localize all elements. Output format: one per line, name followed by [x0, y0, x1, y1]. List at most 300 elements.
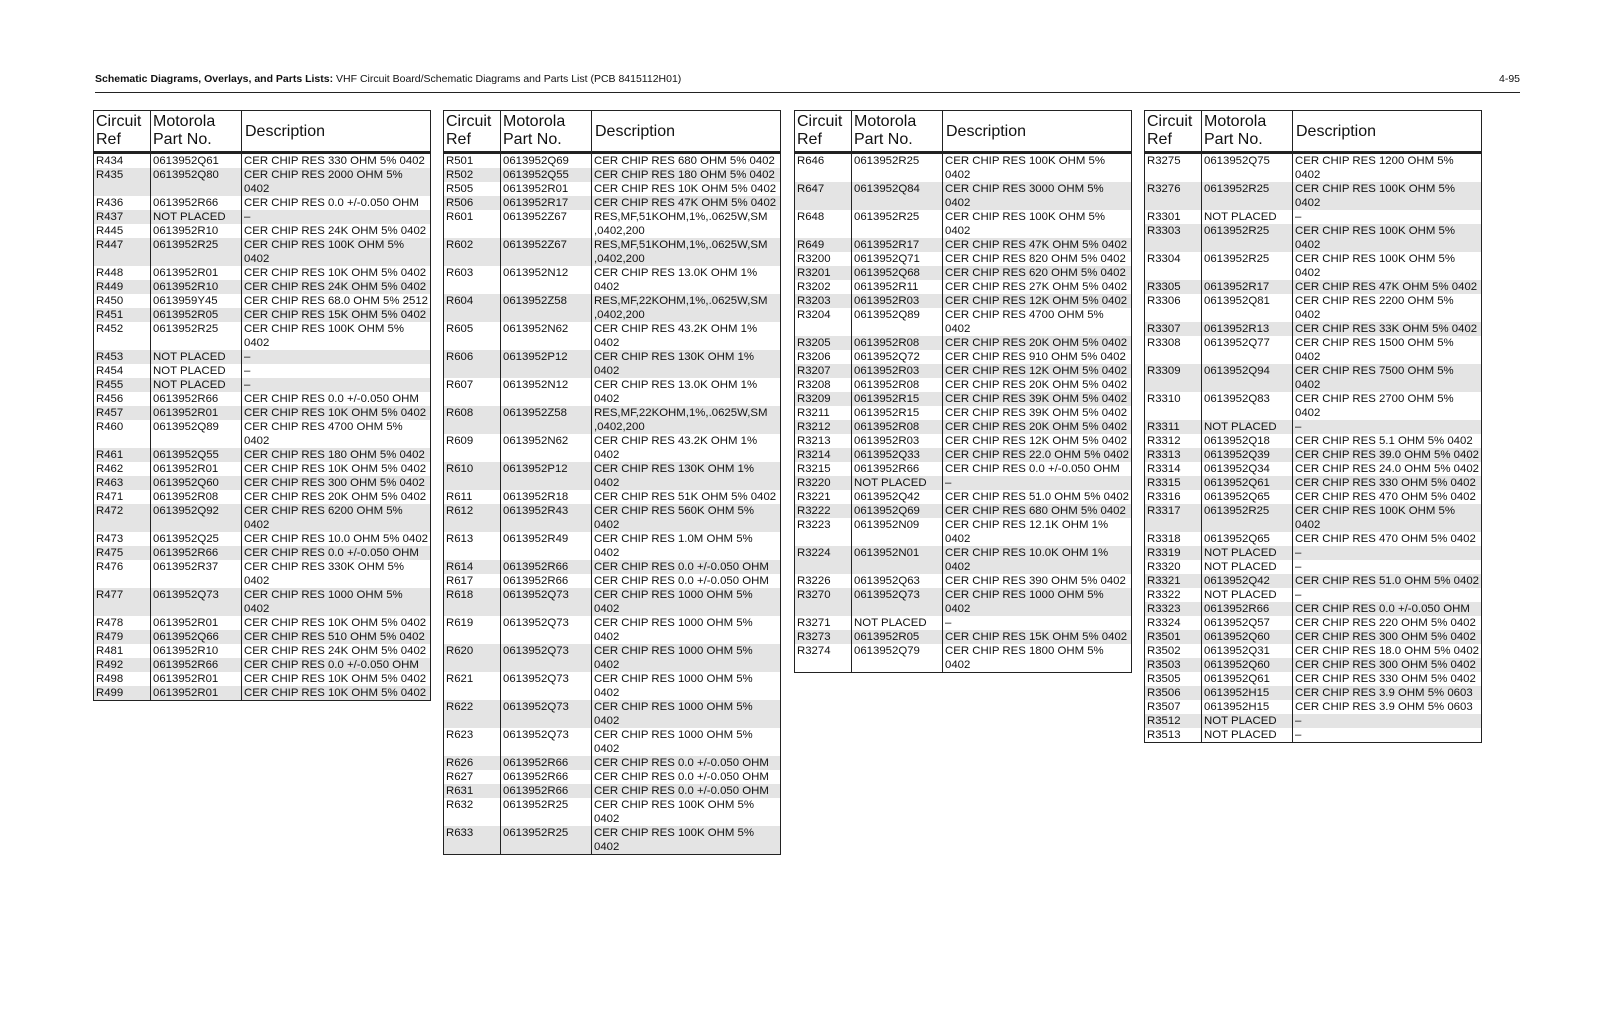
part-description: RES,MF,22KOHM,1%,.0625W,SM ,0402,200: [592, 294, 781, 322]
part-ref: R3215: [797, 463, 831, 475]
table-row: [1145, 434, 1482, 448]
part-ref: R3223: [797, 519, 831, 531]
part-ref: R501: [446, 155, 474, 167]
part-number: 0613952Q89: [852, 308, 943, 336]
part-number: 0613952Q18: [1202, 434, 1293, 448]
table-row: [795, 336, 1132, 350]
part-number: 0613952P12: [501, 462, 592, 490]
table-row: [444, 616, 781, 644]
table-row: [444, 196, 781, 210]
part-number: 0613952R66: [501, 784, 592, 798]
part-ref: R456: [96, 393, 124, 405]
part-number: 0613952R01: [151, 406, 242, 420]
part-number: 0613952Q39: [1202, 448, 1293, 462]
part-ref: R448: [96, 267, 124, 279]
part-number: 0613952Q68: [852, 266, 943, 280]
part-description: CER CHIP RES 330 OHM 5% 0402: [242, 153, 431, 169]
part-ref: R451: [94, 308, 151, 322]
part-description: CER CHIP RES 1000 OHM 5% 0402: [943, 588, 1132, 616]
table-row: [444, 490, 781, 504]
table-row: [444, 770, 781, 784]
column-header-line: Part No.: [503, 131, 562, 148]
part-ref: R460: [96, 421, 124, 433]
part-description: CER CHIP RES 1500 OHM 5% 0402: [1293, 336, 1482, 364]
part-number: 0613952R25: [501, 798, 592, 826]
table-row: [795, 238, 1132, 252]
part-number: 0613952R05: [151, 308, 242, 322]
part-ref: R3320: [1147, 561, 1181, 573]
table-row: [444, 434, 781, 462]
table-row: [795, 406, 1132, 420]
part-number: 0613952N62: [501, 434, 592, 462]
part-description: CER CHIP RES 27K OHM 5% 0402: [943, 280, 1132, 294]
table-row: [795, 252, 1132, 266]
part-description: CER CHIP RES 390 OHM 5% 0402: [943, 574, 1132, 588]
part-description: CER CHIP RES 3000 OHM 5% 0402: [943, 182, 1132, 210]
part-ref: R3312: [1147, 435, 1181, 447]
parts-table: [1144, 110, 1482, 743]
part-description: CER CHIP RES 0.0 +/-0.050 OHM: [242, 392, 431, 406]
table-row: [94, 448, 431, 462]
table-row: [1145, 294, 1482, 322]
part-description: CER CHIP RES 100K OHM 5% 0402: [592, 798, 781, 826]
part-description: CER CHIP RES 0.0 +/-0.050 OHM: [1293, 602, 1482, 616]
part-ref: R449: [94, 280, 151, 294]
part-description: CER CHIP RES 470 OHM 5% 0402: [1293, 490, 1482, 504]
part-number: 0613952R10: [151, 280, 242, 294]
table-row: [795, 350, 1132, 364]
part-number: NOT PLACED: [151, 378, 242, 392]
part-ref: R3206: [797, 351, 831, 363]
part-ref: R3310: [1147, 393, 1181, 405]
part-description: –: [242, 350, 431, 364]
table-row: [94, 420, 431, 448]
part-number: 0613952R11: [852, 280, 943, 294]
column-header-description: Description: [592, 111, 781, 153]
part-number: 0613952Q73: [501, 700, 592, 728]
part-description: CER CHIP RES 43.2K OHM 1% 0402: [592, 322, 781, 350]
part-ref: R3512: [1145, 714, 1202, 728]
part-ref: R461: [94, 448, 151, 462]
part-ref: R435: [94, 168, 151, 196]
part-ref: R3309: [1145, 364, 1202, 392]
part-description: CER CHIP RES 4700 OHM 5% 0402: [943, 308, 1132, 336]
part-number: 0613952R15: [852, 392, 943, 406]
part-description: CER CHIP RES 0.0 +/-0.050 OHM: [242, 196, 431, 210]
table-row: [1145, 224, 1482, 252]
part-description: CER CHIP RES 1000 OHM 5% 0402: [592, 700, 781, 728]
part-ref: R3503: [1145, 658, 1202, 672]
part-number: 0613952Q73: [501, 588, 592, 616]
table-row: [795, 490, 1132, 504]
part-ref: R457: [94, 406, 151, 420]
table-row: [795, 462, 1132, 476]
part-number: 0613952Q73: [501, 672, 592, 700]
column-header-part-no: [852, 111, 943, 153]
table-row: [1145, 532, 1482, 546]
part-description: CER CHIP RES 15K OHM 5% 0402: [943, 630, 1132, 644]
part-ref: R499: [94, 686, 151, 701]
column-header-line: Motorola: [1204, 113, 1267, 130]
part-ref: R505: [446, 183, 474, 195]
part-number: 0613952Q92: [151, 504, 242, 532]
part-ref: R3207: [795, 364, 852, 378]
part-description: CER CHIP RES 20K OHM 5% 0402: [943, 336, 1132, 350]
part-number: 0613952Q73: [151, 588, 242, 616]
table-row: [795, 546, 1132, 574]
part-ref: R633: [444, 826, 501, 855]
table-row: [795, 616, 1132, 630]
part-number: 0613952Q94: [1202, 364, 1293, 392]
part-number: 0613952Q69: [501, 153, 592, 169]
table-row: [444, 378, 781, 406]
table-row: [94, 658, 431, 672]
part-number: NOT PLACED: [1202, 714, 1293, 728]
part-description: CER CHIP RES 1000 OHM 5% 0402: [592, 588, 781, 616]
part-description: CER CHIP RES 100K OHM 5% 0402: [1293, 252, 1482, 280]
part-description: CER CHIP RES 13.0K OHM 1% 0402: [592, 378, 781, 406]
part-ref: R602: [444, 238, 501, 266]
table-row: [1145, 658, 1482, 672]
part-description: CER CHIP RES 12K OHM 5% 0402: [943, 294, 1132, 308]
part-ref: R3212: [795, 420, 852, 434]
part-number: 0613952R25: [1202, 252, 1293, 280]
part-number: 0613952Q79: [852, 644, 943, 673]
part-ref: R477: [94, 588, 151, 616]
table-row: [1145, 546, 1482, 560]
part-number: 0613952R66: [501, 560, 592, 574]
part-description: CER CHIP RES 51.0 OHM 5% 0402: [943, 490, 1132, 504]
table-row: [94, 546, 431, 560]
table-row: [94, 280, 431, 294]
part-ref: R3305: [1145, 280, 1202, 294]
table-row: [94, 392, 431, 406]
part-number: 0613952R66: [501, 574, 592, 588]
part-number: 0613952Q65: [1202, 490, 1293, 504]
part-ref: R475: [94, 546, 151, 560]
part-number: NOT PLACED: [151, 364, 242, 378]
part-description: CER CHIP RES 0.0 +/-0.050 OHM: [592, 756, 781, 770]
part-description: CER CHIP RES 12.1K OHM 1% 0402: [943, 518, 1132, 546]
part-description: –: [943, 616, 1132, 630]
part-description: CER CHIP RES 1.0M OHM 5% 0402: [592, 532, 781, 560]
part-number: 0613952Q75: [1202, 153, 1293, 183]
part-description: CER CHIP RES 2700 OHM 5% 0402: [1293, 392, 1482, 420]
table-row: [444, 504, 781, 532]
table-row: [795, 182, 1132, 210]
table-row: [444, 350, 781, 378]
part-number: 0613952H15: [1202, 700, 1293, 714]
part-ref: R620: [444, 644, 501, 672]
part-description: CER CHIP RES 680 OHM 5% 0402: [943, 504, 1132, 518]
part-number: 0613952R66: [852, 462, 943, 476]
part-description: –: [242, 210, 431, 224]
part-ref: R3505: [1147, 673, 1181, 685]
part-number: 0613952Q69: [852, 504, 943, 518]
running-title-rest: VHF Circuit Board/Schematic Diagrams and Parts List (PCB 8415112H01): [333, 73, 682, 85]
part-ref: R506: [444, 196, 501, 210]
part-number: 0613952R08: [852, 420, 943, 434]
part-ref: R3204: [797, 309, 831, 321]
part-ref: R498: [96, 673, 124, 685]
part-description: CER CHIP RES 12K OHM 5% 0402: [943, 434, 1132, 448]
part-ref: R3306: [1147, 295, 1181, 307]
table-row: [1145, 672, 1482, 686]
part-ref: R614: [444, 560, 501, 574]
part-description: CER CHIP RES 0.0 +/-0.050 OHM: [592, 574, 781, 588]
part-ref: R627: [446, 771, 474, 783]
part-number: 0613952Q61: [151, 153, 242, 169]
part-ref: R434: [96, 155, 124, 167]
part-ref: R3301: [1147, 211, 1181, 223]
part-ref: R454: [96, 365, 124, 377]
table-row: [444, 756, 781, 770]
part-description: CER CHIP RES 300 OHM 5% 0402: [242, 476, 431, 490]
table-row: [1145, 714, 1482, 728]
part-number: 0613952Q80: [151, 168, 242, 196]
part-ref: R3314: [1147, 463, 1181, 475]
part-number: 0613952R66: [151, 196, 242, 210]
column-header-line: Circuit: [96, 113, 142, 130]
part-description: CER CHIP RES 2000 OHM 5% 0402: [242, 168, 431, 196]
part-ref: R626: [444, 756, 501, 770]
part-ref: R617: [446, 575, 474, 587]
part-number: 0613952Q89: [151, 420, 242, 448]
part-ref: R3303: [1145, 224, 1202, 252]
part-description: CER CHIP RES 5.1 OHM 5% 0402: [1293, 434, 1482, 448]
part-description: CER CHIP RES 100K OHM 5% 0402: [1293, 504, 1482, 532]
part-description: CER CHIP RES 130K OHM 1% 0402: [592, 350, 781, 378]
part-description: CER CHIP RES 12K OHM 5% 0402: [943, 364, 1132, 378]
part-ref: R450: [96, 295, 124, 307]
part-number: 0613952R08: [852, 378, 943, 392]
part-number: 0613952R01: [151, 462, 242, 476]
table-row: [94, 476, 431, 490]
part-description: CER CHIP RES 100K OHM 5% 0402: [943, 210, 1132, 238]
column-header-line: Motorola: [854, 113, 917, 130]
column-header-description: Description: [1293, 111, 1482, 153]
table-row: [795, 434, 1132, 448]
part-ref: R609: [446, 435, 474, 447]
part-description: CER CHIP RES 10K OHM 5% 0402: [242, 266, 431, 280]
part-number: 0613952Q33: [852, 448, 943, 462]
part-description: CER CHIP RES 510 OHM 5% 0402: [242, 630, 431, 644]
table-row: [94, 168, 431, 196]
part-number: 0613952Q83: [1202, 392, 1293, 420]
part-number: 0613952Q73: [501, 728, 592, 756]
table-row: [444, 406, 781, 434]
part-ref: R601: [446, 211, 474, 223]
part-ref: R455: [94, 378, 151, 392]
part-ref: R3513: [1147, 729, 1181, 741]
part-description: CER CHIP RES 100K OHM 5% 0402: [242, 322, 431, 350]
part-description: CER CHIP RES 10K OHM 5% 0402: [242, 616, 431, 630]
part-number: 0613959Y45: [151, 294, 242, 308]
part-description: CER CHIP RES 10.0K OHM 1% 0402: [943, 546, 1132, 574]
part-description: CER CHIP RES 680 OHM 5% 0402: [592, 153, 781, 169]
part-ref: R3201: [795, 266, 852, 280]
part-ref: R3501: [1145, 630, 1202, 644]
part-number: 0613952Q73: [501, 644, 592, 672]
part-number: 0613952Q57: [1202, 616, 1293, 630]
part-number: 0613952R17: [501, 196, 592, 210]
parts-table: [443, 110, 781, 855]
part-description: CER CHIP RES 33K OHM 5% 0402: [1293, 322, 1482, 336]
part-ref: R3213: [797, 435, 831, 447]
part-number: 0613952R43: [501, 504, 592, 532]
column-header-line: Circuit: [446, 113, 492, 130]
part-description: CER CHIP RES 1200 OHM 5% 0402: [1293, 153, 1482, 183]
part-description: –: [242, 364, 431, 378]
part-description: CER CHIP RES 560K OHM 5% 0402: [592, 504, 781, 532]
table-row: [94, 350, 431, 364]
part-number: 0613952Q60: [151, 476, 242, 490]
table-row: [444, 728, 781, 756]
part-description: CER CHIP RES 47K OHM 5% 0402: [943, 238, 1132, 252]
part-description: –: [1293, 728, 1482, 743]
column-header-part-no: [501, 111, 592, 153]
part-description: CER CHIP RES 13.0K OHM 1% 0402: [592, 266, 781, 294]
table-row: [1145, 336, 1482, 364]
part-number: 0613952N62: [501, 322, 592, 350]
table-row: [444, 672, 781, 700]
part-ref: R3276: [1145, 182, 1202, 210]
part-description: –: [1293, 420, 1482, 434]
part-number: 0613952R03: [852, 294, 943, 308]
part-description: RES,MF,51KOHM,1%,.0625W,SM ,0402,200: [592, 210, 781, 238]
table-row: [795, 420, 1132, 434]
part-description: CER CHIP RES 220 OHM 5% 0402: [1293, 616, 1482, 630]
part-ref: R479: [94, 630, 151, 644]
table-row: [795, 364, 1132, 378]
part-ref: R631: [444, 784, 501, 798]
table-row: [444, 532, 781, 560]
part-description: CER CHIP RES 0.0 +/-0.050 OHM: [592, 770, 781, 784]
table-row: [1145, 476, 1482, 490]
part-number: 0613952Z67: [501, 238, 592, 266]
column-header-circuit-ref: [795, 111, 852, 153]
part-ref: R3221: [797, 491, 831, 503]
part-description: CER CHIP RES 15K OHM 5% 0402: [242, 308, 431, 322]
part-description: CER CHIP RES 300 OHM 5% 0402: [1293, 658, 1482, 672]
part-number: 0613952R37: [151, 560, 242, 588]
part-ref: R3274: [797, 645, 831, 657]
part-description: CER CHIP RES 24K OHM 5% 0402: [242, 644, 431, 658]
part-number: 0613952Q72: [852, 350, 943, 364]
part-number: 0613952Q25: [151, 532, 242, 546]
part-number: 0613952Q55: [151, 448, 242, 462]
part-ref: R463: [94, 476, 151, 490]
part-description: CER CHIP RES 20K OHM 5% 0402: [943, 420, 1132, 434]
part-description: CER CHIP RES 51K OHM 5% 0402: [592, 490, 781, 504]
part-ref: R3318: [1147, 533, 1181, 545]
table-row: [94, 308, 431, 322]
part-ref: R502: [444, 168, 501, 182]
part-ref: R3222: [795, 504, 852, 518]
part-description: CER CHIP RES 3.9 OHM 5% 0603: [1293, 686, 1482, 700]
part-number: 0613952R49: [501, 532, 592, 560]
part-description: CER CHIP RES 1000 OHM 5% 0402: [242, 588, 431, 616]
table-row: [795, 448, 1132, 462]
part-description: RES,MF,51KOHM,1%,.0625W,SM ,0402,200: [592, 238, 781, 266]
table-row: [94, 322, 431, 350]
part-number: 0613952Q66: [151, 630, 242, 644]
part-ref: R623: [446, 729, 474, 741]
part-ref: R3273: [795, 630, 852, 644]
part-description: CER CHIP RES 10K OHM 5% 0402: [242, 462, 431, 476]
table-row: [94, 153, 431, 169]
part-description: CER CHIP RES 20K OHM 5% 0402: [943, 378, 1132, 392]
part-number: 0613952Q63: [852, 574, 943, 588]
part-description: CER CHIP RES 1800 OHM 5% 0402: [943, 644, 1132, 673]
part-number: 0613952Z58: [501, 294, 592, 322]
part-description: CER CHIP RES 10K OHM 5% 0402: [242, 406, 431, 420]
part-description: CER CHIP RES 24.0 OHM 5% 0402: [1293, 462, 1482, 476]
part-description: –: [1293, 560, 1482, 574]
part-description: CER CHIP RES 10K OHM 5% 0402: [592, 182, 781, 196]
part-number: 0613952R01: [151, 686, 242, 701]
part-description: CER CHIP RES 0.0 +/-0.050 OHM: [242, 658, 431, 672]
part-ref: R619: [446, 617, 474, 629]
part-description: CER CHIP RES 180 OHM 5% 0402: [242, 448, 431, 462]
table-row: [795, 308, 1132, 336]
table-row: [795, 574, 1132, 588]
table-row: [94, 266, 431, 280]
table-row: [94, 490, 431, 504]
table-row: [94, 532, 431, 546]
table-row: [1145, 252, 1482, 280]
part-ref: R3202: [797, 281, 831, 293]
part-ref: R3203: [795, 294, 852, 308]
table-row: [444, 168, 781, 182]
part-ref: R611: [446, 491, 473, 503]
part-ref: R621: [446, 673, 474, 685]
part-number: 0613952R03: [852, 364, 943, 378]
table-row: [1145, 364, 1482, 392]
part-number: 0613952Q34: [1202, 462, 1293, 476]
part-ref: R608: [444, 406, 501, 434]
part-description: CER CHIP RES 0.0 +/-0.050 OHM: [242, 546, 431, 560]
part-number: 0613952R01: [501, 182, 592, 196]
table-row: [1145, 560, 1482, 574]
table-row: [1145, 182, 1482, 210]
part-description: CER CHIP RES 1000 OHM 5% 0402: [592, 616, 781, 644]
part-description: CER CHIP RES 47K OHM 5% 0402: [1293, 280, 1482, 294]
table-row: [1145, 616, 1482, 630]
part-number: NOT PLACED: [151, 210, 242, 224]
table-row: [795, 280, 1132, 294]
part-ref: R3311: [1145, 420, 1202, 434]
part-ref: R3211: [797, 407, 830, 419]
table-row: [94, 294, 431, 308]
table-row: [444, 322, 781, 350]
table-row: [94, 560, 431, 588]
table-row: [795, 630, 1132, 644]
part-ref: R3275: [1147, 155, 1181, 167]
table-row: [795, 378, 1132, 392]
part-description: CER CHIP RES 1000 OHM 5% 0402: [592, 644, 781, 672]
table-row: [795, 392, 1132, 406]
table-row: [795, 210, 1132, 238]
part-description: CER CHIP RES 0.0 +/-0.050 OHM: [592, 560, 781, 574]
parts-table: [794, 110, 1132, 673]
part-number: 0613952Z67: [501, 210, 592, 238]
part-number: NOT PLACED: [1202, 420, 1293, 434]
table-row: [444, 560, 781, 574]
table-row: [444, 238, 781, 266]
part-ref: R445: [96, 225, 124, 237]
table-row: [94, 616, 431, 630]
